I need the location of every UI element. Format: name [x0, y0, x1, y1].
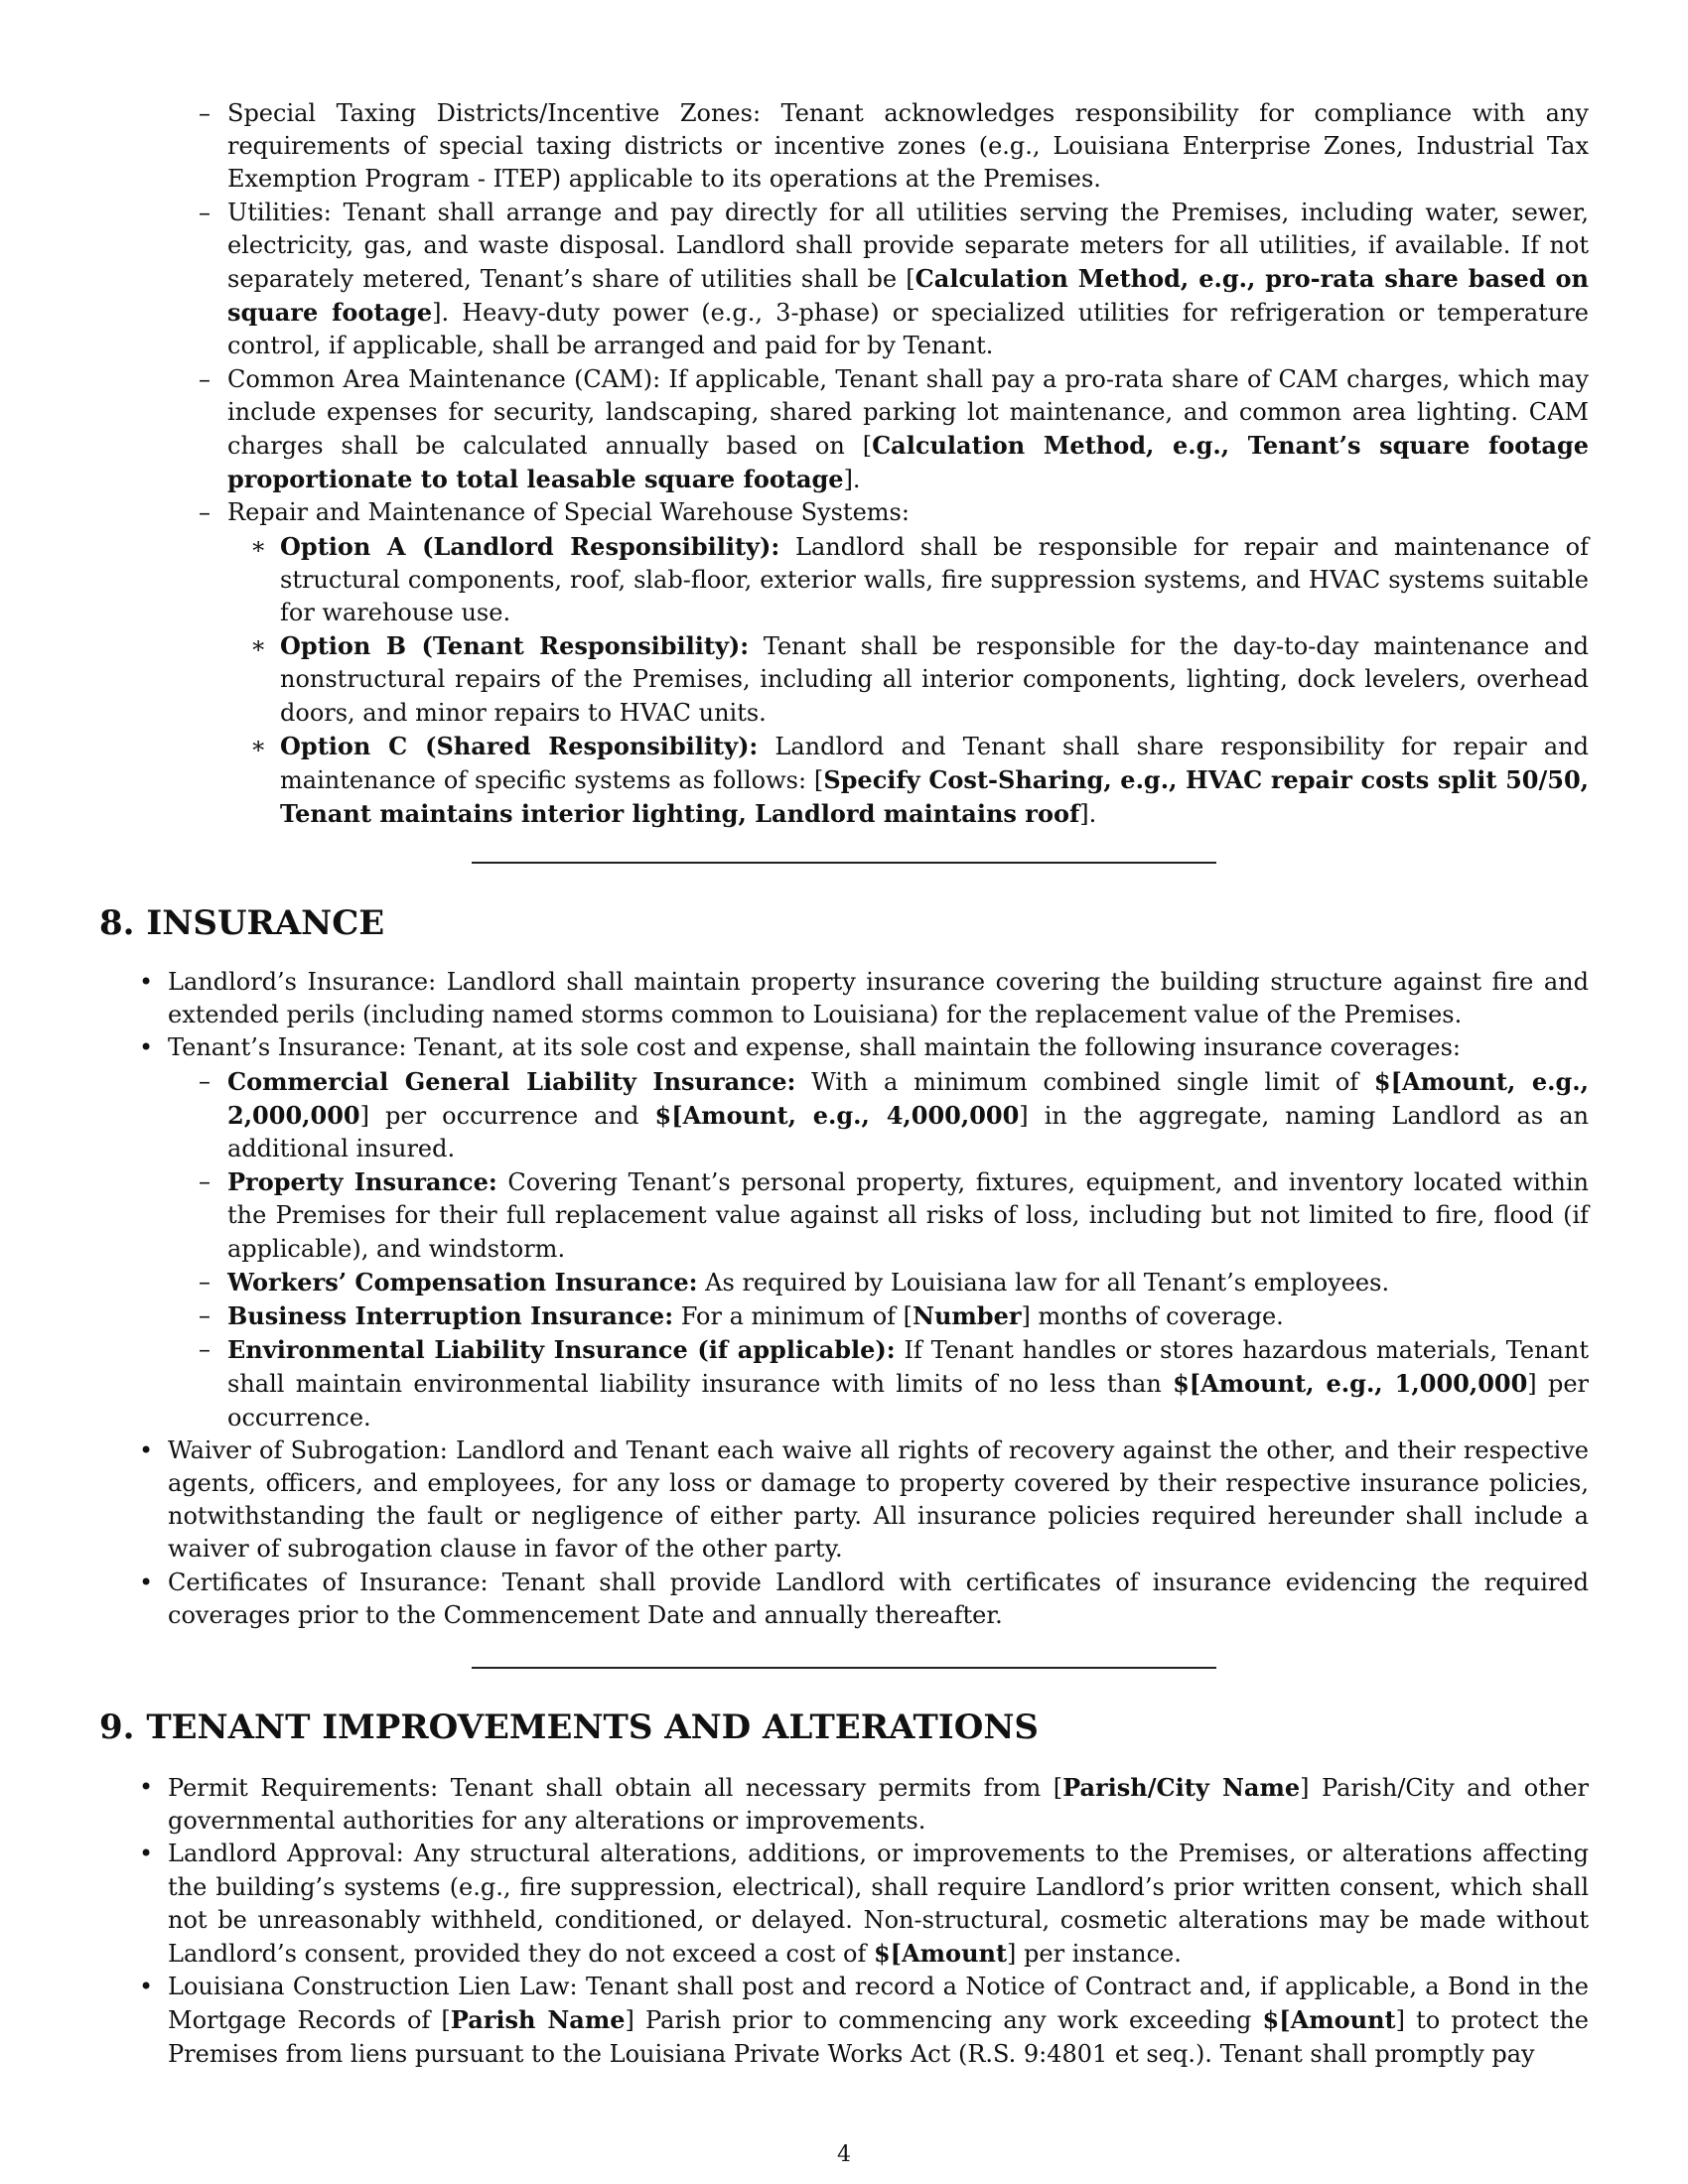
section-9-body [99, 1771, 1589, 2071]
repair-item: – Repair and Maintenance of Special Warehouse Systems: [99, 496, 1589, 529]
bullet: • [139, 1033, 154, 1062]
utilities-item: – Utilities: Tenant shall arrange and pay directly for all utilities serving the Premises, including water, sewer, electricity, gas, and waste disposal. Landlord shall provide separate meters for all utilities, if available. If not separately metered, Tenant’s share of utilities shall be [Calculation Method, e.g., pro-rata share based on square footage]. Heavy-duty power (e.g., 3-phase) or specialized utilities for refrigeration or temperature control, if applicable, shall be arranged and paid for by Tenant. [199, 198, 1590, 360]
cgl-item: – Commercial General Liability Insurance: With a minimum combined single limit of $[Amount, e.g., 2,000,000] per occurrence and $[Amount, e.g., 4,000,000] in the aggregate, naming Landlord as an additional insured. [199, 1066, 1589, 1163]
tenant-insurance-item: • Tenant’s Insurance: Tenant, at its sole cost and expense, shall maintain the following insurance coverages: [99, 1031, 1589, 1064]
section-7-continued [99, 97, 1589, 831]
bullet: • [139, 1773, 154, 1801]
certificates-item: • Certificates of Insurance: Tenant shall provide Landlord with certificates of insurance evidencing the required coverages prior to the Commencement Date and annually thereafter. [139, 1568, 1589, 1629]
section-8-heading: 8. INSURANCE [99, 903, 385, 943]
permit-item: • Permit Requirements: Tenant shall obtain all necessary permits from [Parish/City Name] Parish/City and other governmental authorities for any alterations or improvements. [139, 1773, 1590, 1836]
bullet: • [139, 1568, 154, 1596]
section-divider [472, 1667, 1216, 1669]
dash-bullet: – [199, 1301, 211, 1330]
property-insurance-item: – Property Insurance: Covering Tenant’s personal property, fixtures, equipment, and inventory located within the Premises for their full replacement value against all risks of loss, including but not limited to fire, flood (if applicable), and windstorm. [199, 1167, 1589, 1263]
environmental-item: – Environmental Liability Insurance (if applicable): If Tenant handles or stores hazardous materials, Tenant shall maintain environmental liability insurance with limits of no less than $[Amount, e.g., 1,000,000] per occurrence. [199, 1335, 1590, 1432]
workers-comp-item: – Workers’ Compensation Insurance: As required by Louisiana law for all Tenant’s employees. [99, 1266, 1589, 1299]
asterisk-bullet: ∗ [250, 531, 267, 560]
option-b-item: ∗ Option B (Tenant Responsibility): Tenant shall be responsible for the day-to-day maintenance and nonstructural repairs of the Premises, including all interior components, lighting, dock levelers, overhead doors, and minor repairs to HVAC units. [250, 631, 1590, 727]
dash-bullet: – [199, 99, 211, 127]
cam-item: – Common Area Maintenance (CAM): If applicable, Tenant shall pay a pro-rata share of CAM charges, which may include expenses for security, landscaping, shared parking lot maintenance, and common area lighting. CAM charges shall be calculated annually based on [Calculation Method, e.g., Tenant’s square footage proportionate to total leasable square footage]. [199, 364, 1589, 494]
bullet: • [139, 1435, 154, 1464]
waiver-item: • Waiver of Subrogation: Landlord and Tenant each waive all rights of recovery against the other, and their respective agents, officers, and employees, for any loss or damage to property covered by their respective insurance policies, notwithstanding the fault or negligence of either party. All insurance policies required hereunder shall include a waiver of subrogation clause in favor of the other party. [139, 1435, 1589, 1564]
special-taxing-item: – Special Taxing Districts/Incentive Zones: Tenant acknowledges responsibility for compliance with any requirements of special taxing districts or incentive zones (e.g., Louisiana Enterprise Zones, Industrial Tax Exemption Program - ITEP) applicable to its operations at the Premises. [199, 99, 1589, 194]
option-c-item: ∗ Option C (Shared Responsibility): Landlord and Tenant shall share responsibility for repair and maintenance of specific systems as follows: [Specify Cost-Sharing, e.g., HVAC repair costs split 50/50, Tenant maintains interior lighting, Landlord maintains roof]. [250, 731, 1590, 829]
dash-bullet: – [199, 364, 211, 393]
section-9-heading: 9. TENANT IMPROVEMENTS AND ALTERATIONS [99, 1707, 1039, 1747]
lien-law-item: • Louisiana Construction Lien Law: Tenant shall post and record a Notice of Contract and, if applicable, a Bond in the Mortgage Records of [Parish Name] Parish prior to commencing any work exceeding $[Amount] to protect the Premises from liens pursuant to the Louisiana Private Works Act (R.S. 9:4801 et seq.). Tenant shall promptly pay [139, 1973, 1590, 2068]
bullet: • [139, 1973, 154, 2001]
dash-bullet: – [199, 1335, 211, 1364]
section-8-body [99, 966, 1589, 1632]
section-divider [472, 862, 1216, 864]
bullet: • [139, 1840, 154, 1868]
landlord-approval-item: • Landlord Approval: Any structural alterations, additions, or improvements to the Premises, or alterations affecting the building’s systems (e.g., fire suppression, electrical), shall require Landlord’s prior written consent, which shall not be unreasonably withheld, conditioned, or delayed. Non-structural, cosmetic alterations may be made without Landlord’s consent, provided they do not exceed a cost of $[Amount] per instance. [139, 1840, 1590, 1969]
dash-bullet: – [199, 198, 211, 226]
dash-bullet: – [199, 498, 211, 527]
asterisk-bullet: ∗ [250, 631, 267, 660]
bullet: • [139, 968, 154, 996]
landlord-insurance-item: • Landlord’s Insurance: Landlord shall maintain property insurance covering the building structure against fire and extended perils (including named storms common to Louisiana) for the replacement value of the Premises. [139, 968, 1590, 1029]
asterisk-bullet: ∗ [250, 731, 267, 759]
dash-bullet: – [199, 1167, 211, 1196]
option-a-item: ∗ Option A (Landlord Responsibility): Landlord shall be responsible for repair and maintenance of structural components, roof, slab-floor, exterior walls, fire suppression systems, and HVAC systems suitable for warehouse use. [250, 531, 1589, 627]
page-number: 4 [837, 2142, 851, 2167]
dash-bullet: – [199, 1267, 211, 1296]
business-interruption-item: – Business Interruption Insurance: For a minimum of [Number] months of coverage. [99, 1299, 1589, 1333]
dash-bullet: – [199, 1066, 211, 1095]
